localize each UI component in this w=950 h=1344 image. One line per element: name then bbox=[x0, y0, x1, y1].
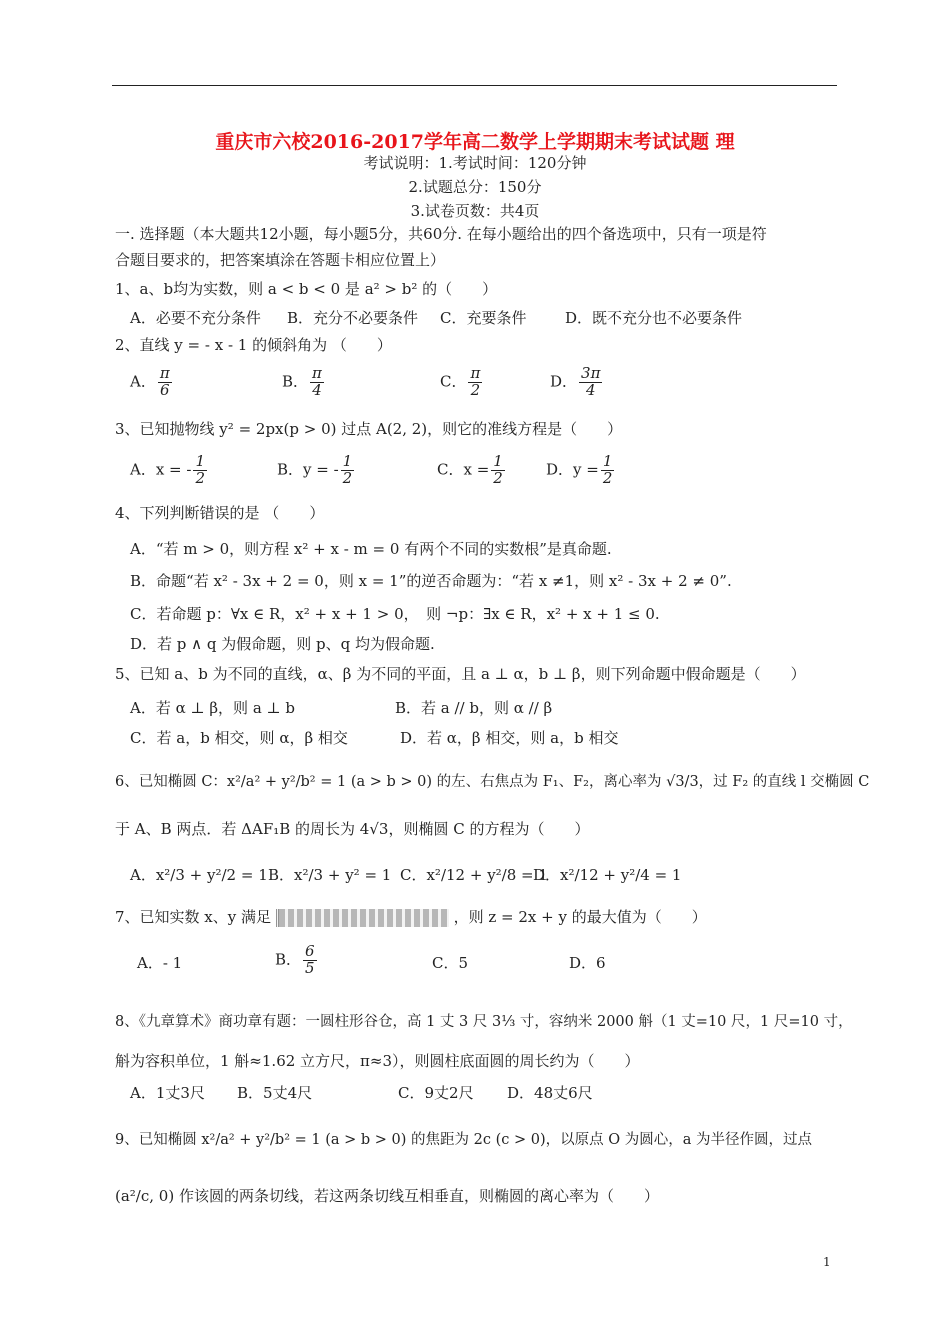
question-2: 2、直线 y = - x - 1 的倾斜角为 （ ） bbox=[115, 336, 392, 354]
q1-option-c: C．充要条件 bbox=[440, 309, 527, 327]
q8-option-d: D．48丈6尺 bbox=[507, 1084, 593, 1102]
q7-option-c: C．5 bbox=[432, 954, 469, 972]
q5-option-d: D．若 α，β 相交，则 a，b 相交 bbox=[400, 729, 619, 747]
q7-option-d: D．6 bbox=[569, 954, 606, 972]
q6-option-d: D．x²/12 + y²/4 = 1 bbox=[533, 866, 682, 884]
header-rule bbox=[112, 85, 837, 86]
question-6: 6、已知椭圆 C：x²/a² + y²/b² = 1 (a > b > 0) 的左、右焦点为 F₁、F₂，离心率为 √3/3，过 F₂ 的直线 l 交椭圆 C bbox=[115, 774, 870, 790]
question-1: 1、a、b均为实数，则 a < b < 0 是 a² > b² 的（ ） bbox=[115, 280, 498, 298]
exam-note-time: 考试说明：1.考试时间：120分钟 bbox=[363, 154, 587, 172]
question-3: 3、已知抛物线 y² = 2px(p > 0) 过点 A(2, 2)，则它的准线方程是（ ） bbox=[115, 420, 623, 438]
q5-option-a: A．若 α ⊥ β，则 a ⊥ b bbox=[130, 699, 296, 717]
q2-option-b: B． $\frac{\pi}{4}$ bbox=[282, 364, 322, 399]
exam-note-score: 2.试题总分：150分 bbox=[408, 178, 542, 196]
q2-option-a: A． $\frac{\pi}{6}$ bbox=[130, 364, 170, 399]
q7-option-a: A．- 1 bbox=[137, 954, 183, 972]
q2-option-c: C． $\frac{\pi}{2}$ bbox=[440, 364, 481, 399]
q3-option-b: B．y = - $\frac{1}{2}$ bbox=[277, 452, 353, 487]
q2-option-d: D． $\frac{3\pi}{4}$ bbox=[550, 364, 601, 399]
q5-option-b: B．若 a // b，则 α // β bbox=[395, 699, 553, 717]
q1-option-b: B．充分不必要条件 bbox=[287, 309, 419, 327]
q3-option-c: C．x = $\frac{1}{2}$ bbox=[437, 452, 503, 487]
question-7: 7、已知实数 x、y 满足 ，则 z = 2x + y 的最大值为（ ） bbox=[115, 908, 707, 926]
q6-option-c: C．x²/12 + y²/8 = 1 bbox=[400, 866, 548, 884]
q8-option-a: A．1丈3尺 bbox=[130, 1084, 205, 1102]
q1-option-a: A．必要不充分条件 bbox=[130, 309, 261, 327]
q3-option-a: A．x = - $\frac{1}{2}$ bbox=[130, 452, 206, 487]
q6-option-a: A．x²/3 + y²/2 = 1 bbox=[130, 866, 268, 884]
q4-option-c: C．若命题 p：∀x ∈ R，x² + x + 1 > 0， 则 ¬p：∃x ∈ R，x² + x + 1 ≤ 0. bbox=[130, 605, 660, 623]
page-title: 重庆市六校2016-2017学年高二数学上学期期末考试试题 理 bbox=[215, 131, 735, 153]
q4-option-d: D．若 p ∧ q 为假命题，则 p、q 均为假命题. bbox=[130, 635, 435, 653]
question-9-cont: (a²/c, 0) 作该圆的两条切线，若这两条切线互相垂直，则椭圆的离心率为（ ） bbox=[115, 1187, 659, 1205]
q5-option-c: C．若 a，b 相交，则 α，β 相交 bbox=[130, 729, 348, 747]
constraint-system-image bbox=[276, 909, 449, 927]
page-number: 1 bbox=[823, 1255, 831, 1269]
q4-option-b: B．命题“若 x² - 3x + 2 = 0，则 x = 1”的逆否命题为：“若 x ≠1，则 x² - 3x + 2 ≠ 0”. bbox=[130, 572, 732, 590]
exam-note-pages: 3.试卷页数：共4页 bbox=[410, 202, 540, 220]
q3-option-d: D．y = $\frac{1}{2}$ bbox=[546, 452, 613, 487]
question-9: 9、已知椭圆 x²/a² + y²/b² = 1 (a > b > 0) 的焦距为 2c (c > 0)，以原点 O 为圆心，a 为半径作圆，过点 bbox=[115, 1132, 812, 1148]
question-8-cont: 斛为容积单位，1 斛≈1.62 立方尺，π≈3），则圆柱底面圆的周长约为（ ） bbox=[115, 1052, 640, 1070]
q8-option-b: B．5丈4尺 bbox=[237, 1084, 313, 1102]
question-4: 4、下列判断错误的是 （ ） bbox=[115, 504, 325, 522]
q1-option-d: D．既不充分也不必要条件 bbox=[565, 309, 743, 327]
q7-option-b: B． $\frac{6}{5}$ bbox=[275, 942, 315, 977]
q4-option-a: A．“若 m > 0，则方程 x² + x - m = 0 有两个不同的实数根”是真命题. bbox=[130, 540, 612, 558]
question-8: 8、《九章算术》商功章有题：一圆柱形谷仓，高 1 丈 3 尺 3⅓ 寸，容纳米 2000 斛（1 丈=10 尺，1 尺=10 寸， bbox=[115, 1014, 853, 1030]
section-heading: 一. 选择题（本大题共12小题，每小题5分，共60分. 在每小题给出的四个备选项中，只有一项是符 bbox=[115, 225, 767, 243]
question-6-cont: 于 A、B 两点．若 ΔAF₁B 的周长为 4√3，则椭圆 C 的方程为（ ） bbox=[115, 820, 590, 838]
q6-option-b: B．x²/3 + y² = 1 bbox=[268, 866, 392, 884]
section-heading-cont: 合题目要求的，把答案填涂在答题卡相应位置上） bbox=[115, 251, 446, 269]
question-5: 5、已知 a、b 为不同的直线，α、β 为不同的平面，且 a ⊥ α，b ⊥ β，则下列命题中假命题是（ ） bbox=[115, 665, 806, 683]
q8-option-c: C．9丈2尺 bbox=[398, 1084, 474, 1102]
